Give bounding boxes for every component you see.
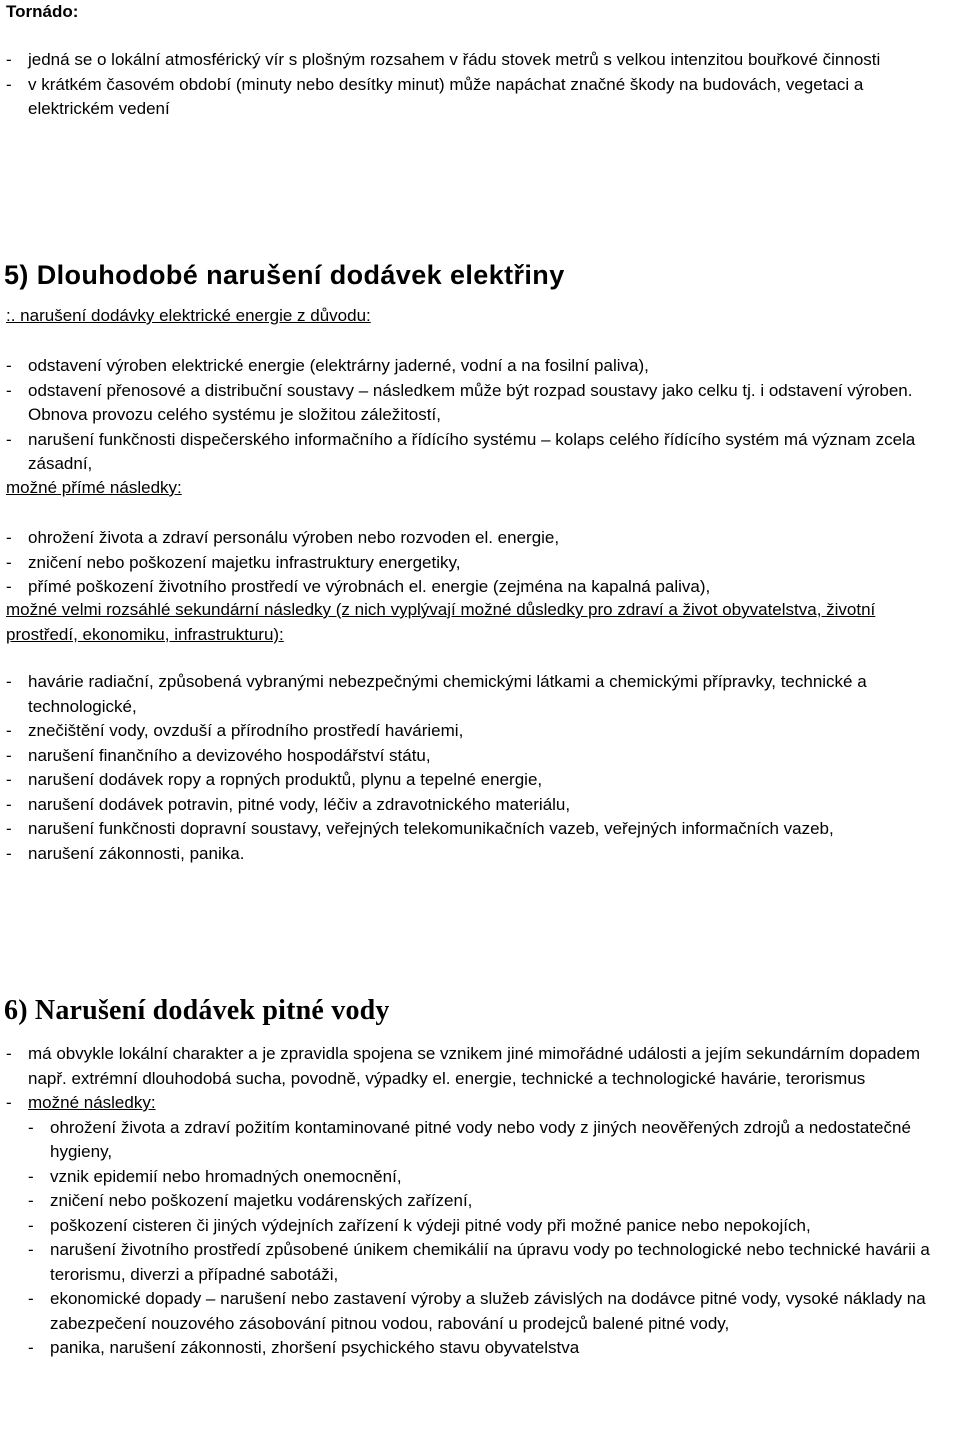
list-item: [6, 842, 952, 867]
secondary-consequences-label: možné velmi rozsáhlé sekundární následky (z nich vyplývají možné důsledky pro zdraví a život obyvatelstva, životní prostředí, ekonomiku, infrastrukturu):: [6, 600, 876, 644]
list-item: [28, 1238, 952, 1287]
list-item: [28, 1189, 952, 1214]
list-item: [6, 48, 946, 73]
list-item: [6, 1091, 952, 1361]
secondary-consequences-list: [6, 670, 952, 866]
list-item-text: panika, narušení zákonnosti, zhoršení psychického stavu obyvatelstva: [50, 1338, 580, 1357]
list-item-text: znečištění vody, ovzduší a přírodního prostředí haváriemi,: [28, 721, 464, 740]
list-item: [6, 526, 952, 551]
list-item-text: havárie radiační, způsobená vybranými nebezpečnými chemickými látkami a chemickými přípravky, technické a technologické,: [28, 672, 867, 716]
dash-bullet: -: [28, 1215, 34, 1235]
list-item: [28, 1287, 952, 1336]
dash-bullet: -: [28, 1289, 34, 1308]
list-item: [6, 719, 952, 744]
list-item-text: v krátkém časovém období (minuty nebo desítky minut) může napáchat značné škody na budovách, vegetaci a elektrickém vedení: [28, 74, 864, 118]
list-item-text: zničení nebo poškození majetku vodárenských zařízení,: [50, 1191, 473, 1210]
list-item-text: poškození cisteren či jiných výdejních zařízení k výdeji pitné vody při možné panice nebo nepokojích,: [50, 1215, 811, 1235]
dash-bullet: -: [6, 552, 12, 572]
list-item-text: přímé poškození životního prostředí ve výrobnách el. energie (zejména na kapalná paliva),: [28, 577, 711, 596]
list-item: [6, 1042, 952, 1091]
list-item: [28, 1336, 952, 1361]
dash-bullet: -: [6, 721, 12, 740]
list-item-text: ekonomické dopady – narušení nebo zastavení výroby a služeb závislých na dodávce pitné vody, vysoké náklady na zabezpečení nouzového zásobování pitnou vodou, rabování u prodejců balené pitné vody,: [50, 1289, 926, 1333]
dash-bullet: -: [6, 356, 12, 375]
dash-bullet: -: [6, 528, 12, 547]
dash-bullet: -: [6, 74, 12, 94]
list-item: [6, 817, 952, 842]
list-item-text: ohrožení života a zdraví požitím kontaminované pitné vody nebo vody z jiných neověřených zdrojů a nedostatečné hygieny,: [50, 1117, 911, 1161]
dash-bullet: -: [28, 1166, 34, 1186]
list-item-text: jedná se o lokální atmosférický vír s plošným rozsahem v řádu stovek metrů s velkou intenzitou bouřkové činnosti: [28, 50, 881, 69]
list-item: [28, 1214, 952, 1239]
dash-bullet: -: [28, 1240, 34, 1259]
list-item: [6, 575, 952, 600]
dash-bullet: -: [6, 1093, 12, 1112]
list-item-text: narušení dodávek potravin, pitné vody, léčiv a zdravotnického materiálu,: [28, 794, 571, 814]
list-item-text: má obvykle lokální charakter a je zpravidla spojena se vznikem jiné mimořádné události a jejím sekundárním dopadem např. extrémní dlouhodobá sucha, povodně, výpadky el. energie, technické a technologické havárie, terorismus: [28, 1044, 921, 1088]
section-6-list: [6, 1042, 952, 1361]
list-item: [6, 793, 952, 818]
list-item-text: narušení životního prostředí způsobené únikem chemikálií na úpravu vody po technologické nebo technické havárii a terorismu, diverzi a případné sabotáži,: [50, 1240, 930, 1284]
dash-bullet: -: [6, 794, 12, 814]
list-item: [28, 1116, 952, 1165]
dash-bullet: -: [6, 380, 12, 400]
list-item: [6, 73, 946, 122]
list-item-text: narušení funkčnosti dopravní soustavy, veřejných telekomunikačních vazeb, veřejných informačních vazeb,: [28, 819, 834, 838]
list-item: [6, 379, 952, 428]
list-item: [6, 768, 952, 793]
list-item: [6, 670, 952, 719]
tornado-title: Tornádo:: [6, 2, 79, 21]
section-5-intro: :. narušení dodávky elektrické energie z důvodu:: [6, 306, 371, 325]
list-item-text: zničení nebo poškození majetku infrastruktury energetiky,: [28, 552, 461, 572]
list-item-text: narušení finančního a devizového hospodářství státu,: [28, 745, 431, 765]
list-item-text: odstavení přenosové a distribuční soustavy – následkem může být rozpad soustavy jako celku tj. i odstavení výroben. Obnova provozu celého systému je složitou záležitostí,: [28, 380, 913, 424]
dash-bullet: -: [6, 50, 12, 69]
section-6-heading: 6) Narušení dodávek pitné vody: [4, 995, 390, 1026]
consequences-label: možné následky:: [28, 1093, 156, 1112]
list-item-text: narušení zákonnosti, panika.: [28, 843, 245, 863]
list-item: [6, 428, 952, 477]
section-5-causes: [6, 354, 952, 477]
list-item: [6, 744, 952, 769]
dash-bullet: -: [6, 577, 12, 596]
list-item: [6, 354, 952, 379]
list-item-text: ohrožení života a zdraví personálu výroben nebo rozvoden el. energie,: [28, 528, 560, 547]
direct-consequences-label: možné přímé následky:: [6, 478, 182, 497]
list-item-text: vznik epidemií nebo hromadných onemocnění,: [50, 1166, 402, 1186]
dash-bullet: -: [6, 672, 12, 691]
direct-consequences-list: [6, 526, 952, 600]
section-6-consequences: [28, 1116, 952, 1361]
dash-bullet: -: [6, 819, 12, 838]
list-item: [6, 551, 952, 576]
dash-bullet: -: [6, 745, 12, 765]
list-item-text: odstavení výroben elektrické energie (elektrárny jaderné, vodní a na fosilní paliva),: [28, 356, 649, 375]
dash-bullet: -: [28, 1117, 34, 1137]
list-item-text: narušení funkčnosti dispečerského informačního a řídícího systému – kolaps celého řídícího systém má význam zcela zásadní,: [28, 429, 916, 473]
list-item-text: narušení dodávek ropy a ropných produktů, plynu a tepelné energie,: [28, 770, 543, 789]
dash-bullet: -: [6, 843, 12, 863]
dash-bullet: -: [6, 770, 12, 789]
dash-bullet: -: [28, 1338, 34, 1357]
dash-bullet: -: [6, 1044, 12, 1063]
tornado-list: [6, 48, 946, 122]
section-5-heading: 5) Dlouhodobé narušení dodávek elektřiny: [4, 260, 565, 290]
list-item: [28, 1165, 952, 1190]
dash-bullet: -: [6, 429, 12, 449]
dash-bullet: -: [28, 1191, 34, 1210]
